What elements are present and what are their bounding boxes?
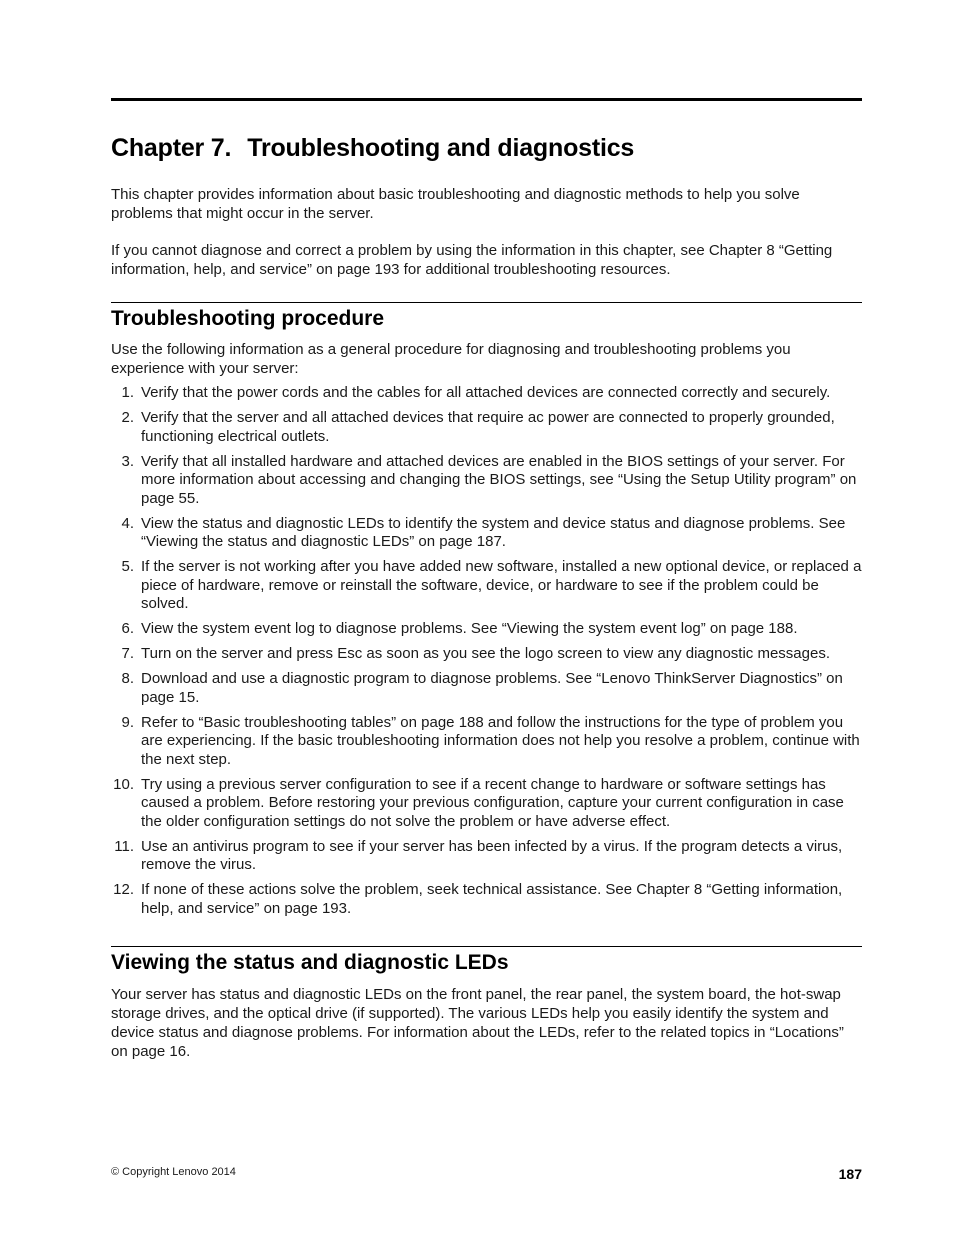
troubleshooting-steps-list xyxy=(111,384,862,925)
footer-copyright: © Copyright Lenovo 2014 xyxy=(111,1166,236,1178)
footer-page-number: 187 xyxy=(838,1166,862,1182)
troubleshooting-intro: Use the following information as a general procedure for diagnosing and troubleshooting problems you experience with your server: xyxy=(111,341,791,377)
leds-paragraph: Your server has status and diagnostic LEDs on the front panel, the rear panel, the system board, the hot-swap storage drives, and the optical drive (if supported). The various LEDs help you easily identify the system and device status and diagnose problems. For information about the LEDs, refer to the related topics in “Locations” on page 16. xyxy=(111,986,844,1060)
list-item: 12. If none of these actions solve the problem, seek technical assistance. See Chapter 8 “Getting information, help, and service” on page 193. xyxy=(113,881,843,917)
section-rule-leds xyxy=(111,946,862,947)
list-item: 2. Verify that the server and all attached devices that require ac power are connected to properly grounded, functioning electrical outlets. xyxy=(121,409,835,445)
list-item: 11. Use an antivirus program to see if your server has been infected by a virus. If the program detects a virus, remove the virus. xyxy=(114,837,843,873)
list-item: 3. Verify that all installed hardware and attached devices are enabled in the BIOS settings of your server. For more information about accessing and changing the BIOS settings, see “Using the Setup Utility program” on page 55. xyxy=(121,452,857,507)
intro-paragraph-2: If you cannot diagnose and correct a problem by using the information in this chapter, see Chapter 8 “Getting information, help, and service” on page 193 for additional troubleshooting resources. xyxy=(111,242,833,278)
list-item: 1. Verify that the power cords and the cables for all attached devices are connected correctly and securely. xyxy=(121,384,831,401)
chapter-title xyxy=(111,134,634,163)
section-title-viewing-leds: Viewing the status and diagnostic LEDs xyxy=(111,951,509,974)
section-rule-troubleshooting xyxy=(111,302,862,303)
list-item: 7. Turn on the server and press Esc as soon as you see the logo screen to view any diagnostic messages. xyxy=(121,645,830,662)
chapter-title-text: Troubleshooting and diagnostics xyxy=(247,134,635,162)
chapter-top-rule xyxy=(111,98,862,101)
list-item: 6. View the system event log to diagnose problems. See “Viewing the system event log” on page 188. xyxy=(121,620,798,637)
intro-paragraph-1: This chapter provides information about basic troubleshooting and diagnostic methods to help you solve problems that might occur in the server. xyxy=(111,186,800,222)
list-item: 10. Try using a previous server configuration to see if a recent change to hardware or software settings has caused a problem. Before restoring your previous configuration, capture your current configuration in case the older configuration settings do not solve the problem or have adverse effect. xyxy=(113,775,844,830)
list-item: 4. View the status and diagnostic LEDs to identify the system and device status and diagnose problems. See “Viewing the status and diagnostic LEDs” on page 187. xyxy=(121,514,846,550)
chapter-number: Chapter 7. xyxy=(111,134,232,162)
section-title-troubleshooting-procedure: Troubleshooting procedure xyxy=(111,307,385,330)
list-item: 5. If the server is not working after you have added new software, installed a new optional device, or replaced a piece of hardware, remove or reinstall the software, device, or hardware to see if the problem could be solved. xyxy=(121,558,862,612)
list-item: 9. Refer to “Basic troubleshooting tables” on page 188 and follow the instructions for the type of problem you are experiencing. If the basic troubleshooting information does not help you resolve a problem, continue with the next step. xyxy=(121,713,860,768)
list-item: 8. Download and use a diagnostic program to diagnose problems. See “Lenovo ThinkServer Diagnostics” on page 15. xyxy=(121,670,843,706)
